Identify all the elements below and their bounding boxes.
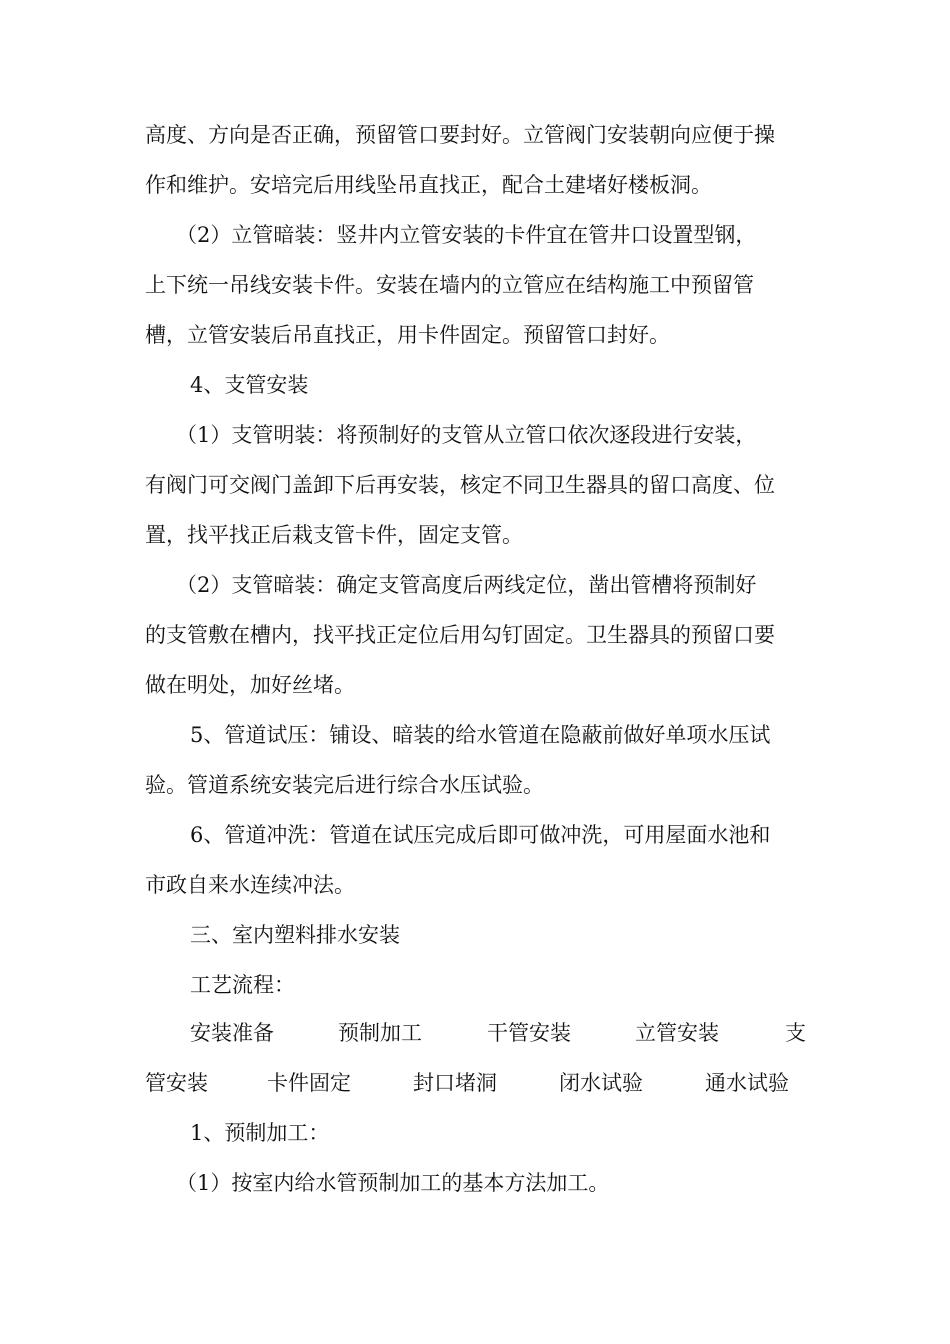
paragraph-line: （1）按室内给水管预制加工的基本方法加工。 xyxy=(176,1171,610,1195)
paragraph-line: 置，找平找正后栽支管卡件，固定支管。 xyxy=(145,523,523,547)
flow-step: 管安装 xyxy=(145,1071,208,1095)
paragraph-line: （1）支管明装：将预制好的支管从立管口依次逐段进行安装， xyxy=(176,423,757,447)
flow-step: 卡件固定 xyxy=(267,1071,351,1095)
flow-step: 安装准备 xyxy=(190,1021,274,1045)
paragraph-line: 槽，立管安装后吊直找正，用卡件固定。预留管口封好。 xyxy=(145,323,670,347)
flow-step: 通水试验 xyxy=(705,1071,789,1095)
paragraph-line: 作和维护。安培完后用线坠吊直找正，配合土建堵好楼板洞。 xyxy=(145,173,712,197)
paragraph-line: （2）支管暗装：确定支管高度后两线定位，凿出管槽将预制好 xyxy=(176,573,757,597)
paragraph-line: 5、管道试压：铺设、暗装的给水管道在隐蔽前做好单项水压试 xyxy=(190,723,771,747)
process-flow-row xyxy=(145,1058,807,1108)
paragraph-line: 验。管道系统安装完后进行综合水压试验。 xyxy=(145,773,544,797)
paragraph-line: 高度、方向是否正确，预留管口要封好。立管阀门安装朝向应便于操 xyxy=(145,123,775,147)
paragraph-line: 做在明处，加好丝堵。 xyxy=(145,673,355,697)
section-heading: 1、预制加工： xyxy=(190,1121,330,1145)
paragraph-line: 工艺流程： xyxy=(190,973,295,997)
flow-step: 干管安装 xyxy=(487,1021,571,1045)
flow-step: 预制加工 xyxy=(338,1021,422,1045)
section-heading: 4、支管安装 xyxy=(190,373,309,397)
flow-step: 闭水试验 xyxy=(559,1071,643,1095)
flow-step: 封口堵洞 xyxy=(413,1071,497,1095)
flow-step: 支 xyxy=(785,1021,806,1045)
flow-step: 立管安装 xyxy=(635,1021,719,1045)
section-heading: 三、室内塑料排水安装 xyxy=(190,923,400,947)
paragraph-line: （2）立管暗装：竖井内立管安装的卡件宜在管井口设置型钢， xyxy=(176,223,757,247)
process-flow-row xyxy=(145,1008,807,1058)
paragraph-line: 市政自来水连续冲法。 xyxy=(145,873,355,897)
paragraph-line: 的支管敷在槽内，找平找正定位后用勾钉固定。卫生器具的预留口要 xyxy=(145,623,775,647)
paragraph-line: 有阀门可交阀门盖卸下后再安装，核定不同卫生器具的留口高度、位 xyxy=(145,473,775,497)
paragraph-line: 上下统一吊线安装卡件。安装在墙内的立管应在结构施工中预留管 xyxy=(145,273,754,297)
paragraph-line: 6、管道冲洗：管道在试压完成后即可做冲洗，可用屋面水池和 xyxy=(190,823,771,847)
